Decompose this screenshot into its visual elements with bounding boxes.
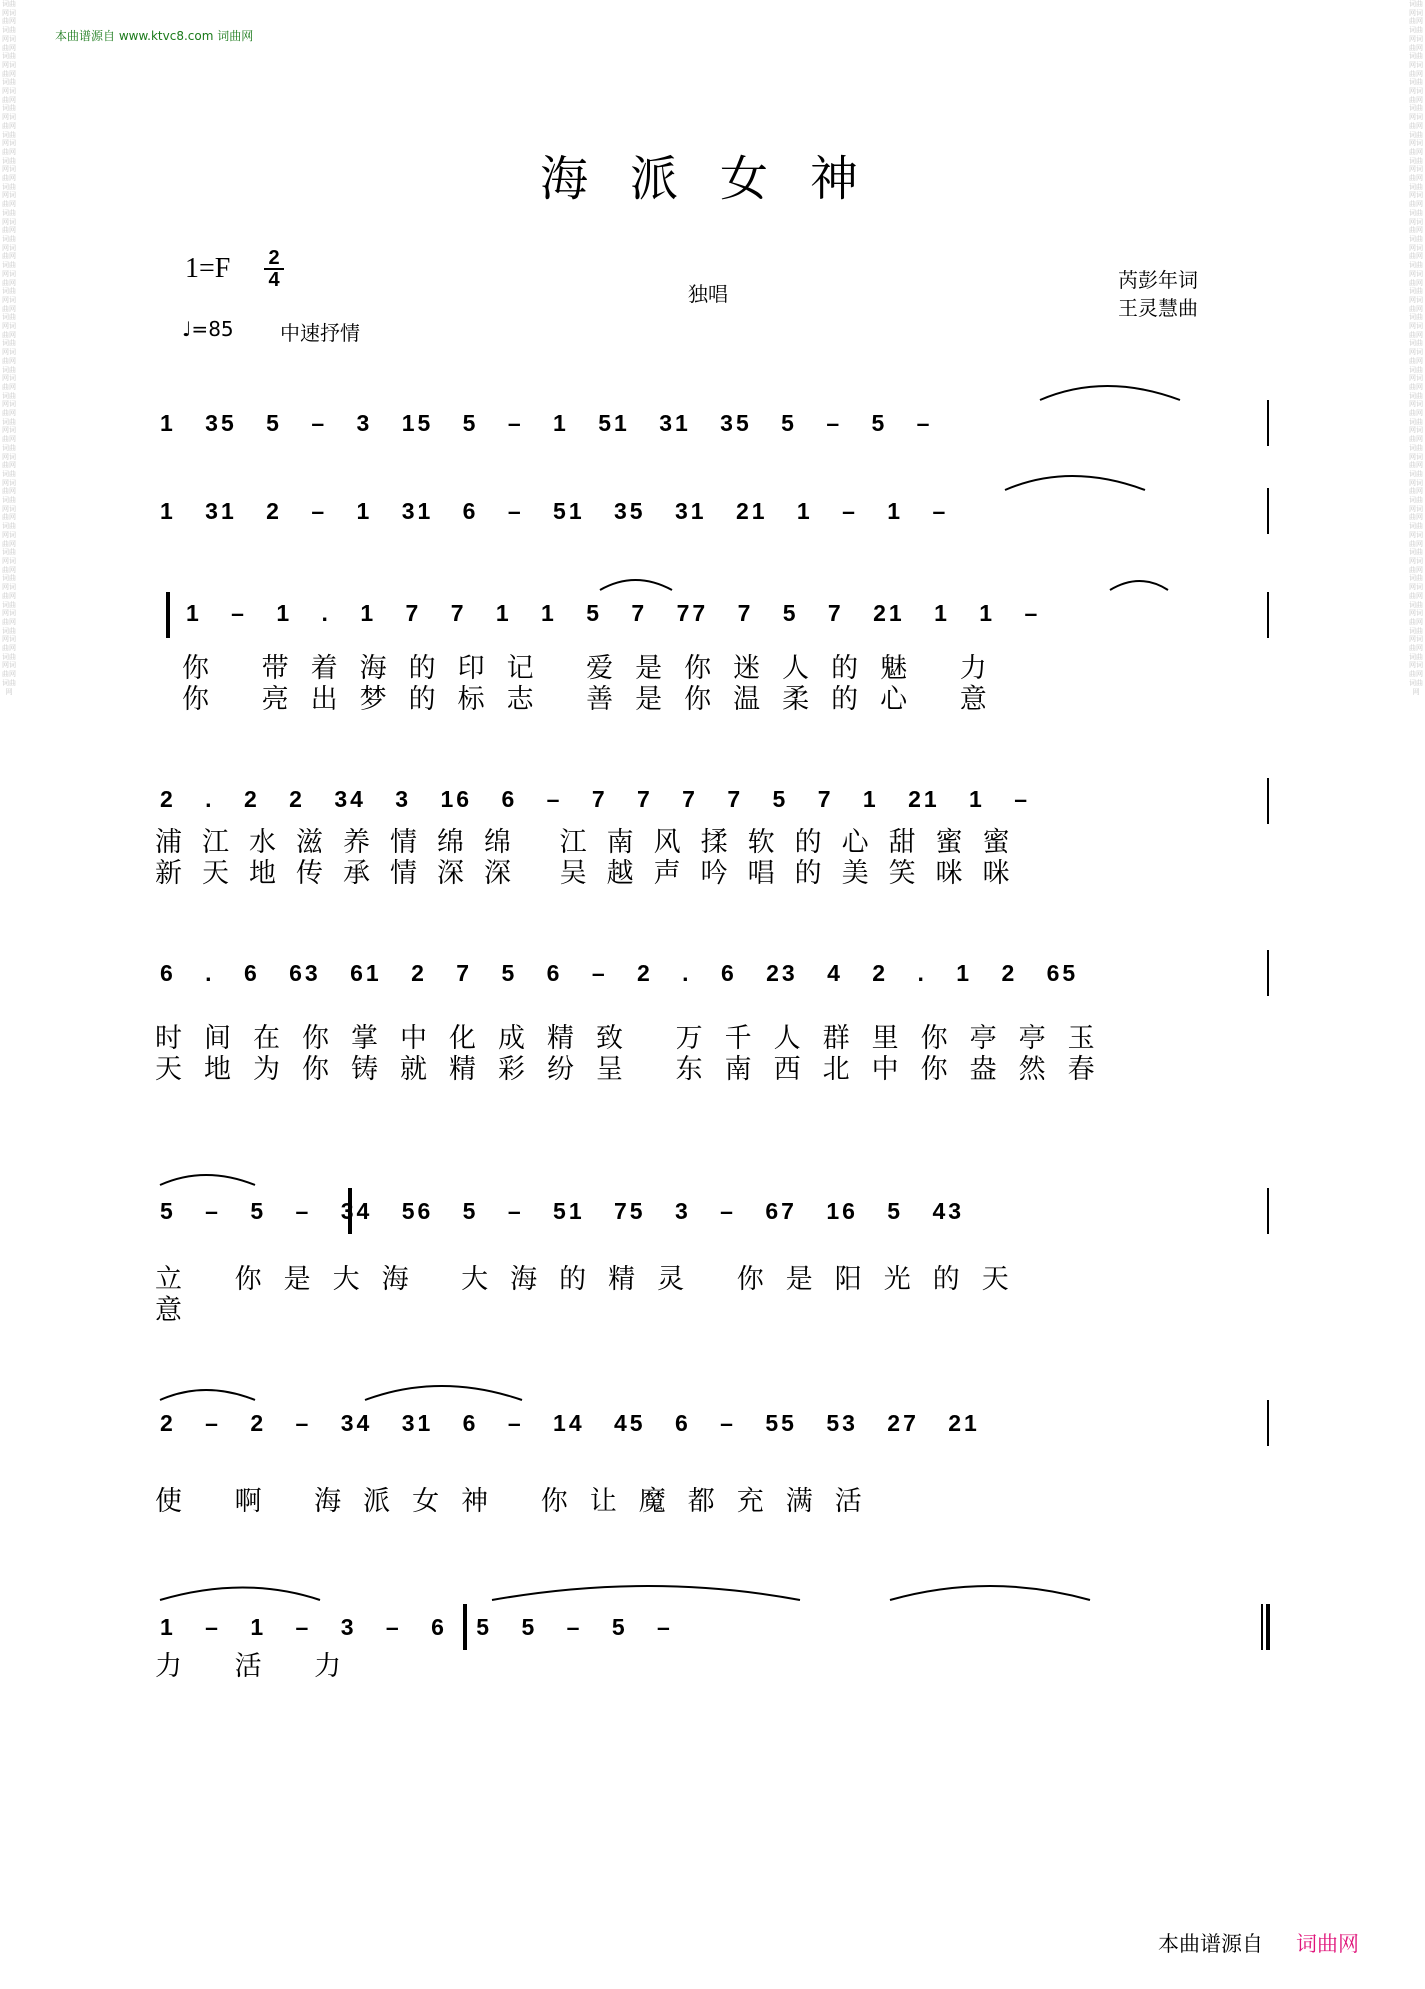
lyrics-line-6-verse-2: 意 xyxy=(155,1295,204,1326)
song-title: 海派女神 xyxy=(540,151,901,207)
notes-line-2: 1 31 2 – 1 31 6 – 51 35 31 21 1 – 1 – xyxy=(160,498,949,524)
side-watermark-right: 词曲网词曲网词曲网词曲网词曲网词曲网词曲网词曲网词曲网词曲网词曲网词曲网词曲网词曲网词曲网词曲网词曲网词曲网词曲网词曲网词曲网词曲网词曲网词曲网词曲网词曲网词曲网词曲网词曲网词曲网词曲网词曲网词曲网词曲网词曲网词曲网词曲网词曲网词曲网词曲网词曲网词曲网词曲网词曲网词曲网词曲网词曲网词曲网词曲网词曲网词曲网词曲网词曲网 xyxy=(1409,0,1423,696)
time-sig-bottom: 4 xyxy=(264,268,284,290)
composer-credit: 王灵慧曲 xyxy=(1118,296,1198,320)
source-line: 本曲谱源自 www.ktvc8.com 词曲网 xyxy=(55,29,254,43)
lyrics-line-4-verse-2: 新天地传承情深深 吴越声吟唱的美笑咪咪 xyxy=(155,858,1030,889)
expression-mark: 中速抒情 xyxy=(280,321,360,345)
time-sig-top: 2 xyxy=(268,247,280,269)
key-signature: 1=F xyxy=(185,253,231,284)
notes-line-7: 2 – 2 – 34 31 6 – 14 45 6 – 55 53 27 21 xyxy=(160,1410,980,1436)
lyrics-line-4-verse-1: 浦江水滋养情绵绵 江南风揉软的心甜蜜蜜 xyxy=(155,827,1030,858)
footer-source-label: 本曲谱源自 xyxy=(1158,1932,1263,1956)
footer-site-name[interactable]: 词曲网 xyxy=(1296,1932,1359,1956)
tempo-mark: ♩=85 xyxy=(182,317,234,341)
notes-line-3: 1 – 1 . 1 7 7 1 1 5 7 77 7 5 7 21 1 1 – xyxy=(186,600,1041,626)
lyricist-credit: 芮彭年词 xyxy=(1118,268,1198,292)
lyrics-line-5-verse-1: 时间在你掌中化成精致 万千人群里你亭亭玉 xyxy=(155,1023,1117,1054)
notes-line-4: 2 . 2 2 34 3 16 6 – 7 7 7 7 5 7 1 21 1 – xyxy=(160,786,1031,812)
notes-line-5: 6 . 6 63 61 2 7 5 6 – 2 . 6 23 4 2 . 1 2 65 xyxy=(160,960,1079,986)
lyrics-line-8-verse-1: 力 活 力 xyxy=(155,1651,364,1682)
lyrics-line-5-verse-2: 天地为你铸就精彩纷呈 东南西北中你盎然春 xyxy=(155,1054,1117,1085)
side-watermark-left: 词曲网词曲网词曲网词曲网词曲网词曲网词曲网词曲网词曲网词曲网词曲网词曲网词曲网词曲网词曲网词曲网词曲网词曲网词曲网词曲网词曲网词曲网词曲网词曲网词曲网词曲网词曲网词曲网词曲网词曲网词曲网词曲网词曲网词曲网词曲网词曲网词曲网词曲网词曲网词曲网词曲网词曲网词曲网词曲网词曲网词曲网词曲网词曲网词曲网词曲网词曲网词曲网词曲网 xyxy=(2,0,16,696)
notes-line-8: 1 – 1 – 3 – 6 5 5 – 5 – xyxy=(160,1614,673,1640)
lyrics-line-3-verse-1: 你 带着海的印记 爱是你迷人的魅 力 xyxy=(182,653,1009,684)
lyrics-line-7-verse-1: 使 啊 海派女神 你让魔都充满活 xyxy=(155,1486,884,1517)
lyrics-line-6-verse-1: 立 你是大海 大海的精灵 你是阳光的天 xyxy=(155,1264,1031,1295)
notes-line-1: 1 35 5 – 3 15 5 – 1 51 31 35 5 – 5 – xyxy=(160,410,933,436)
performance-type: 独唱 xyxy=(688,282,728,306)
lyrics-line-3-verse-2: 你 亮出梦的标志 善是你温柔的心 意 xyxy=(182,684,1009,715)
notes-line-6: 5 – 5 – 34 56 5 – 51 75 3 – 67 16 5 43 xyxy=(160,1198,965,1224)
